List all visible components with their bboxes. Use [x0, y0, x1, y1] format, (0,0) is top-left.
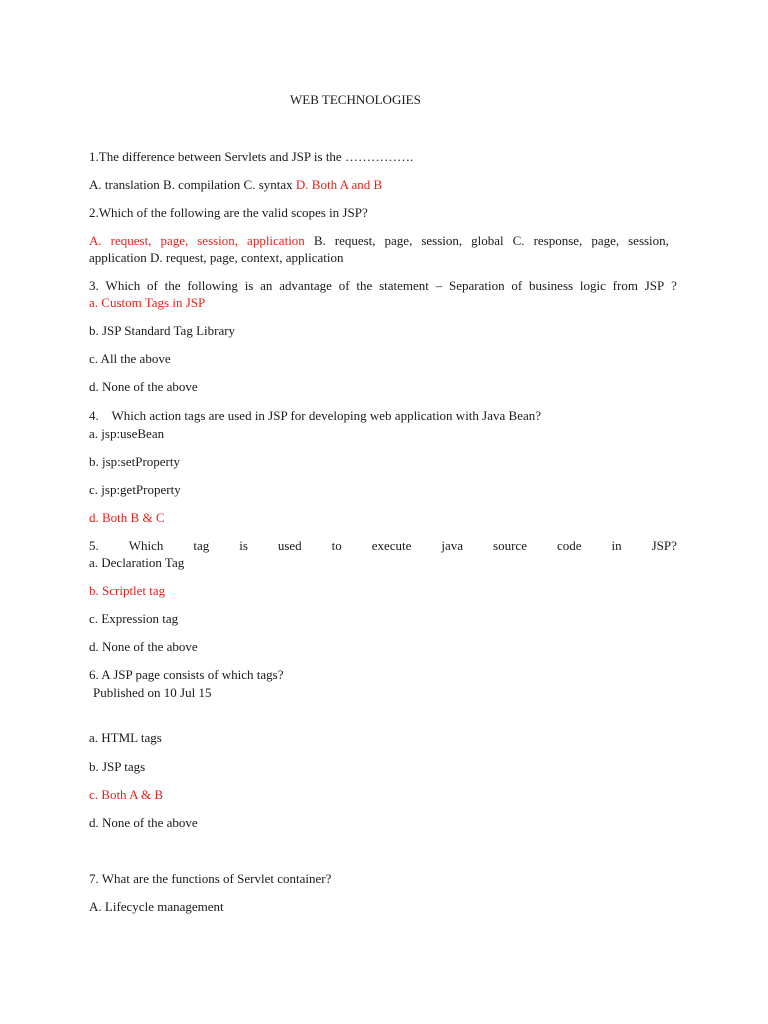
question-2-options-line-1 — [89, 233, 669, 249]
question-5-word: is — [239, 538, 248, 553]
question-5-option-d: d. None of the above — [89, 639, 198, 654]
question-4-option-c: c. jsp:getProperty — [89, 482, 181, 497]
question-2-option-word: page, — [591, 233, 620, 248]
question-3-option-d: d. None of the above — [89, 379, 198, 394]
question-2: 2.Which of the following are the valid scopes in JSP? — [89, 205, 368, 220]
question-4: 4. Which action tags are used in JSP for developing web application with Java Bean? — [89, 408, 541, 423]
question-2-answer-word: session, — [197, 233, 239, 248]
question-3-word: JSP — [644, 278, 665, 293]
question-2-option-word: response, — [533, 233, 583, 248]
question-2-answer-word: application — [247, 233, 305, 248]
question-2-option-word: request, — [334, 233, 376, 248]
question-3-word: business — [529, 278, 574, 293]
question-6-option-a: a. HTML tags — [89, 730, 162, 745]
question-3-word: of — [147, 278, 158, 293]
question-5-word: java — [441, 538, 464, 553]
question-5-word: to — [331, 538, 342, 553]
question-3-word: from — [612, 278, 638, 293]
question-3-word: statement — [379, 278, 429, 293]
question-6-option-d: d. None of the above — [89, 815, 198, 830]
question-6-option-c: c. Both A & B — [89, 787, 164, 802]
question-3-word: of — [338, 278, 350, 293]
question-3-word: Separation — [448, 278, 505, 293]
question-4-option-a: a. jsp:useBean — [89, 426, 165, 441]
question-7-option-a: A. Lifecycle management — [89, 899, 224, 914]
question-5 — [89, 538, 677, 554]
question-5-word: execute — [371, 538, 412, 553]
question-5-word: JSP? — [651, 538, 677, 553]
question-5-option-a: a. Declaration Tag — [89, 555, 185, 570]
question-3-word: following — [187, 278, 238, 293]
question-6-option-b: b. JSP tags — [89, 759, 146, 774]
question-5-option-b: b. Scriptlet tag — [89, 583, 166, 598]
question-2-answer-word: request, — [110, 233, 152, 248]
question-2-option-word: B. — [313, 233, 326, 248]
question-3-word: 3. — [89, 278, 99, 293]
question-3 — [89, 278, 677, 294]
question-5-word: source — [493, 538, 527, 553]
question-2-option-word: C. — [512, 233, 525, 248]
question-2-option-word: page, — [384, 233, 413, 248]
question-1-options-plain: A. translation B. compilation C. syntax — [89, 177, 293, 192]
question-2-option-word: global — [471, 233, 504, 248]
question-3-option-b: b. JSP Standard Tag Library — [89, 323, 236, 338]
question-5-word: tag — [193, 538, 210, 553]
question-3-word: the — [164, 278, 181, 293]
question-3-word: the — [356, 278, 373, 293]
question-5-word: in — [611, 538, 622, 553]
question-1-options — [89, 177, 382, 193]
question-3-word: ? — [671, 278, 677, 293]
question-3-word: logic — [579, 278, 606, 293]
question-3-word: an — [260, 278, 273, 293]
question-3-word: advantage — [279, 278, 332, 293]
question-6: 6. A JSP page consists of which tags? — [89, 667, 284, 682]
published-date: Published on 10 Jul 15 — [93, 685, 212, 700]
question-5-word: used — [277, 538, 302, 553]
question-4-option-d: d. Both B & C — [89, 510, 165, 525]
question-7: 7. What are the functions of Servlet container? — [89, 871, 332, 886]
question-3-word: – — [435, 278, 443, 293]
question-5-word: code — [556, 538, 582, 553]
question-4-option-b: b. jsp:setProperty — [89, 454, 180, 469]
question-3-word: Which — [105, 278, 141, 293]
question-3-word: of — [511, 278, 523, 293]
question-2-answer-word: A. — [89, 233, 102, 248]
question-2-options-line-2: application D. request, page, context, application — [89, 250, 344, 265]
question-3-option-c: c. All the above — [89, 351, 171, 366]
question-5-word: Which — [128, 538, 164, 553]
question-2-answer-word: page, — [160, 233, 189, 248]
question-5-word: 5. — [89, 538, 99, 553]
document-title: WEB TECHNOLOGIES — [290, 92, 421, 107]
question-2-option-word: session, — [421, 233, 463, 248]
question-3-word: is — [244, 278, 254, 293]
question-1: 1.The difference between Servlets and JSP is the ……………. — [89, 149, 414, 164]
question-2-option-word: session, — [628, 233, 669, 248]
question-5-option-c: c. Expression tag — [89, 611, 179, 626]
question-3-option-a: a. Custom Tags in JSP — [89, 295, 206, 310]
question-1-answer: D. Both A and B — [295, 177, 383, 192]
